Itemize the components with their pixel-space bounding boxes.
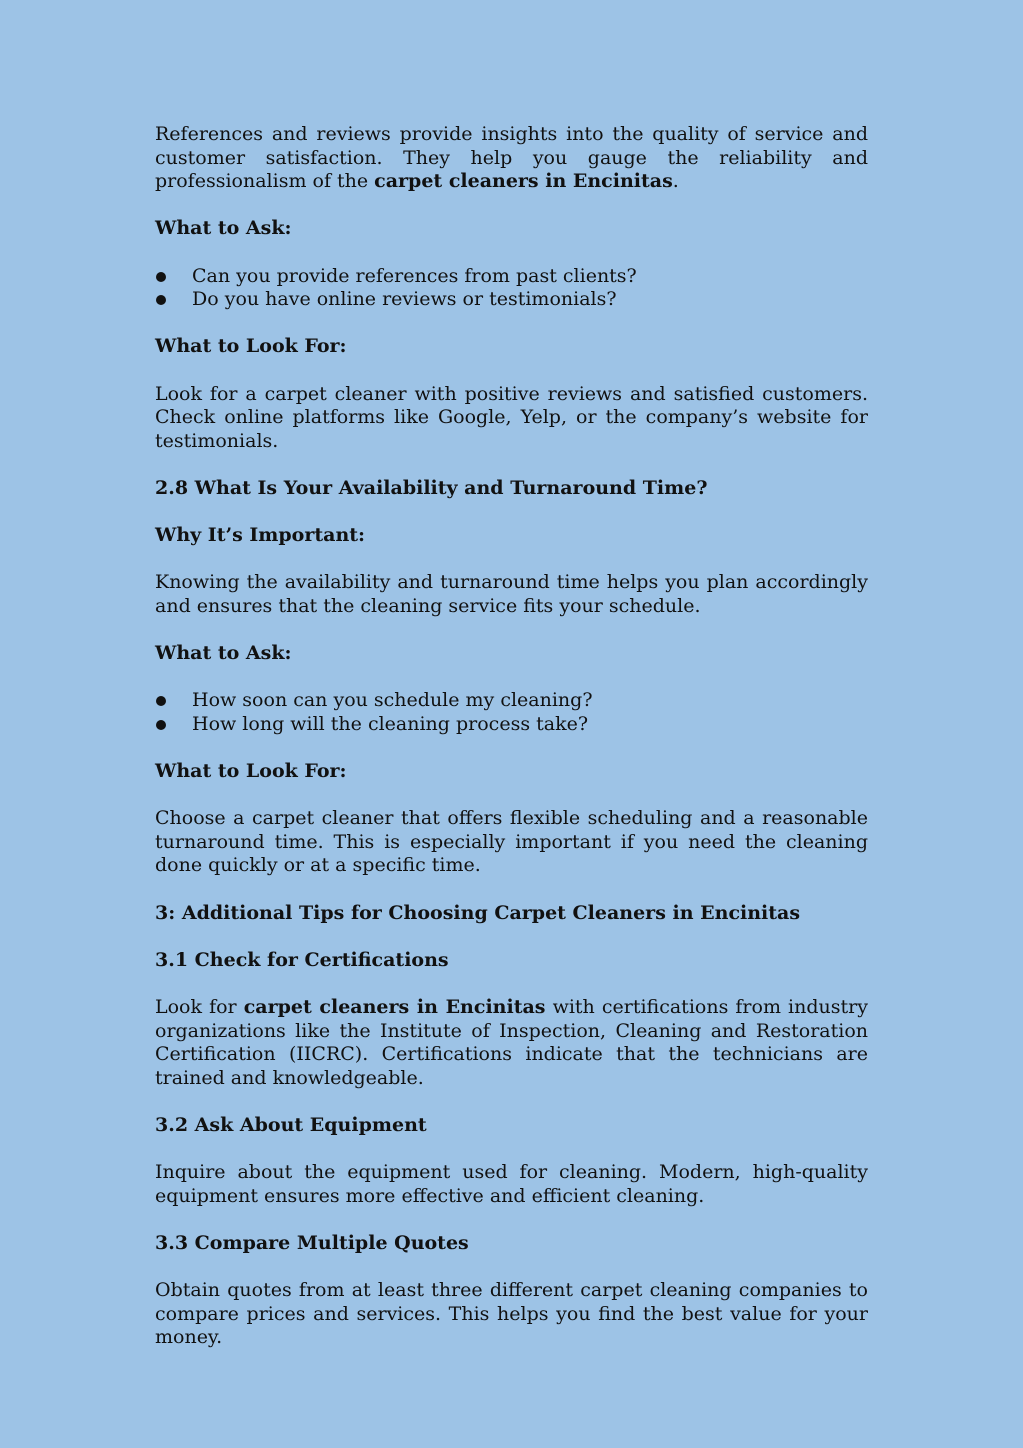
bullet-icon: [156, 720, 166, 730]
certifications-keyword: carpet cleaners in Encinitas: [243, 995, 546, 1018]
what-to-look-for-heading: What to Look For:: [155, 760, 347, 783]
list-item: [155, 265, 868, 289]
list-item-text: Can you provide references from past clients?: [192, 264, 637, 287]
ask-list-references: [155, 265, 868, 312]
section-3-1-heading: 3.1 Check for Certifications: [155, 948, 449, 971]
equipment-paragraph: Inquire about the equipment used for cleaning. Modern, high-quality equipment ensures more effective and efficient cleaning.: [155, 1161, 868, 1207]
list-item-text: Do you have online reviews or testimonials?: [192, 288, 617, 311]
what-to-ask-heading: What to Ask:: [155, 642, 292, 665]
quotes-paragraph: Obtain quotes from at least three different carpet cleaning companies to compare prices and services. This helps you find the best value for your money.: [155, 1279, 868, 1349]
bullet-icon: [156, 696, 166, 706]
what-to-ask-heading: What to Ask:: [155, 217, 292, 240]
references-intro-text: References and reviews provide insights into the quality of service and customer satisfaction. They help you gauge the reliability and professionalism of the: [155, 123, 868, 193]
references-intro-end: .: [672, 170, 679, 193]
list-item: [155, 713, 868, 737]
certifications-text-end: with certifications from industry organizations like the Institute of Inspection, Cleaning and Restoration Certification (IICRC). Certifications indicate that the technicians are trained and knowledgeable.: [155, 995, 868, 1089]
references-intro-keyword: carpet cleaners in Encinitas: [374, 170, 673, 193]
look-for-availability-paragraph: Choose a carpet cleaner that offers flexible scheduling and a reasonable turnaround time. This is especially important if you need the cleaning done quickly or at a specific time.: [155, 807, 868, 877]
certifications-paragraph: [155, 996, 868, 1090]
list-item-text: How long will the cleaning process take?: [192, 712, 589, 735]
section-3-3-heading: 3.3 Compare Multiple Quotes: [155, 1231, 469, 1254]
availability-why-paragraph: Knowing the availability and turnaround time helps you plan accordingly and ensures that the cleaning service fits your schedule.: [155, 571, 868, 617]
section-3-heading: 3: Additional Tips for Choosing Carpet Cleaners in Encinitas: [155, 901, 801, 924]
look-for-references-paragraph: Look for a carpet cleaner with positive reviews and satisfied customers. Check online platforms like Google, Yelp, or the company’s website for testimonials.: [155, 382, 868, 452]
section-2-8-heading: 2.8 What Is Your Availability and Turnaround Time?: [155, 476, 708, 499]
list-item: [155, 288, 868, 312]
why-important-heading: Why It’s Important:: [155, 524, 366, 547]
certifications-text-start: Look for: [155, 995, 244, 1018]
document-page: [155, 123, 868, 1373]
section-3-2-heading: 3.2 Ask About Equipment: [155, 1113, 427, 1136]
list-item: [155, 689, 868, 713]
ask-list-availability: [155, 689, 868, 736]
bullet-icon: [156, 272, 166, 282]
bullet-icon: [156, 295, 166, 305]
references-intro-paragraph: [155, 123, 868, 194]
what-to-look-for-heading: What to Look For:: [155, 335, 347, 358]
list-item-text: How soon can you schedule my cleaning?: [192, 689, 593, 712]
